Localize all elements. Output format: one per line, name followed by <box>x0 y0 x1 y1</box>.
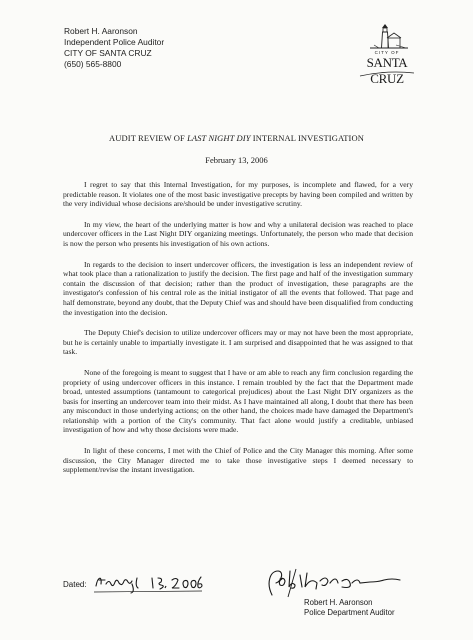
handwritten-date <box>92 572 204 594</box>
paragraph-2: In my view, the heart of the underlying matter is how and why a unilateral decision was reached to place undercover officers in the Last Night DIY organizing meetings. Unfortunately, the person who made that decision is now the person who presents his investigation of his own actions. <box>63 219 413 248</box>
paragraph-3: In regards to the decision to insert undercover officers, the investigation is less an independent review of what took place than a rationalization to justify the decision. The first page and half of the investigation summary contain the discussion of that decision; rather than the product of investigation, these paragraphs are the investigator's confession of his central role as the initial instigator of all the events that followed. That page and half demonstrate, beyond any doubt, that the Deputy Chief was and should have been disqualified from conducting the investigation into the decision. <box>63 259 413 317</box>
phone-number: (650) 565-8800 <box>64 59 122 69</box>
title-suffix: INTERNAL INVESTIGATION <box>252 133 364 143</box>
auditor-name: Robert H. Aaronson <box>64 26 138 36</box>
logo-city-of: CITY OF <box>374 50 400 55</box>
paragraph-6: In light of these concerns, I met with the Chief of Police and the City Manager this morning. After some discussion, the City Manager directed me to take those investigative steps I deemed necessary to supplement/revise the instant investigation. <box>63 446 413 475</box>
city-name: CITY OF SANTA CRUZ <box>64 48 152 58</box>
letterhead <box>64 26 164 70</box>
auditor-role: Independent Police Auditor <box>64 37 165 47</box>
title-prefix: AUDIT REVIEW OF <box>109 133 185 143</box>
document-body <box>63 180 413 486</box>
paragraph-5: None of the foregoing is meant to suggest that I have or am able to reach any firm conclusion regarding the propriety of using undercover officers in this instance. I remain troubled by the fact that the Department made broad, untested assumptions (tantamount to categorical prejudices) about the Last Night DIY organizers as the basis for inserting an undercover team into their midst. As I have maintained all along, I doubt that there has been any misconduct in those underlying actions; on the other hand, the choices made have damaged the Department's relationship with a portion of the City's community. That fact alone would justify a creditable, unbiased investigation of how and why those decisions were made. <box>63 367 413 435</box>
dated-label: Dated: <box>63 580 87 589</box>
logo-santa-cruz: SANTA CRUZ <box>366 55 408 86</box>
signer-title: Police Department Auditor <box>304 608 395 617</box>
signature-block <box>304 598 395 618</box>
city-logo <box>352 22 422 86</box>
document-date: February 13, 2006 <box>205 155 268 165</box>
logo-swoosh <box>358 70 416 78</box>
paragraph-4: The Deputy Chief's decision to utilize undercover officers may or may not have been the most appropriate, but he is certainly unable to impartially investigate it. I am surprised and disappointed that he was assigned to that task. <box>63 328 413 357</box>
signature <box>262 565 422 599</box>
signer-name: Robert H. Aaronson <box>304 598 373 607</box>
paragraph-1: I regret to say that this Internal Investigation, for my purposes, is incomplete and flawed, for a very predictable reason. It violates one of the most basic investigative precepts by having been compiled and written by the very individual whose decisions are/should be under investigative scrutiny. <box>63 180 413 209</box>
lighthouse-icon <box>352 22 422 52</box>
document-title <box>0 133 473 143</box>
title-event-name: LAST NIGHT DIY <box>187 133 251 143</box>
